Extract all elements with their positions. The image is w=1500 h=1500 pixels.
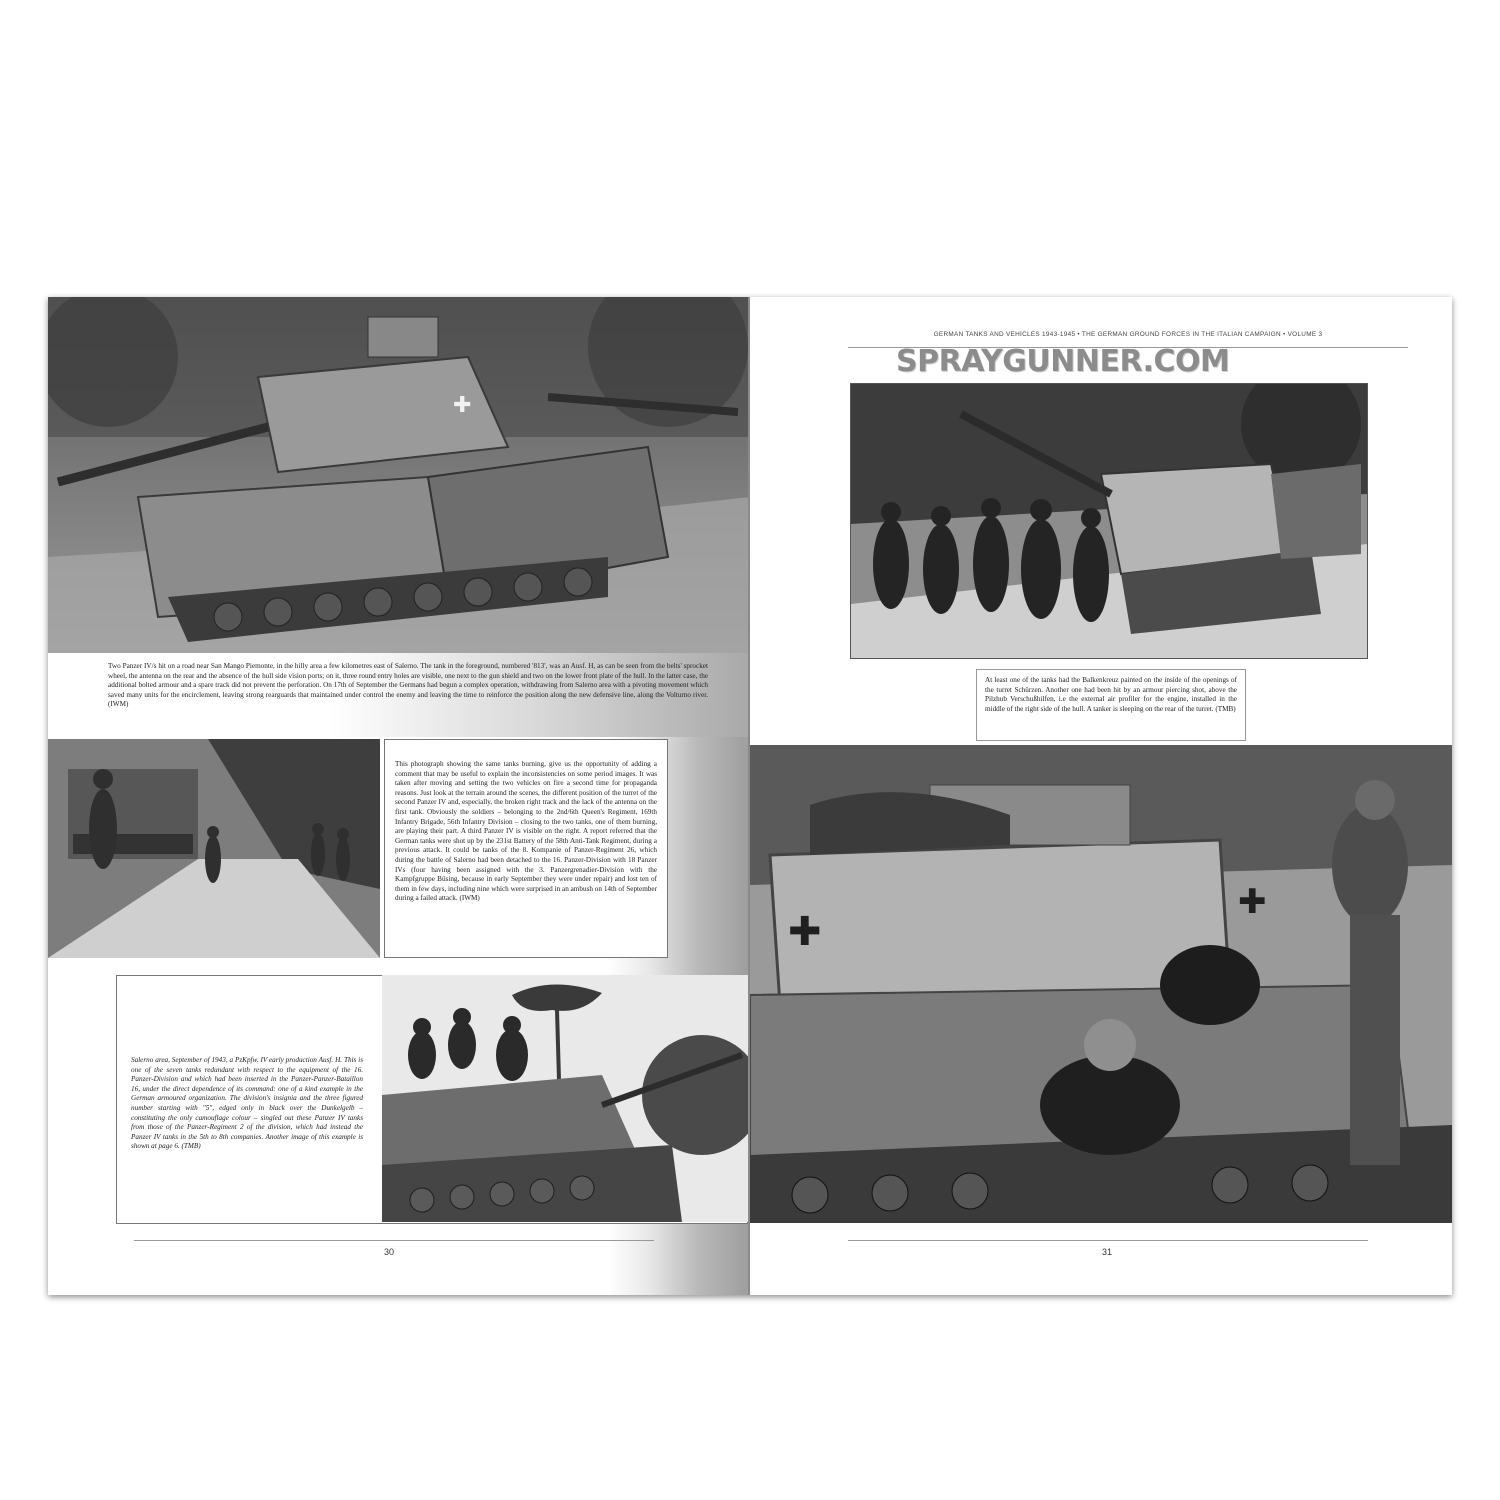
caption-box-middle bbox=[384, 739, 668, 958]
running-head: GERMAN TANKS AND VEHICLES 1943-1945 • THE GERMAN GROUND FORCES IN THE ITALIAN CAMPAIGN • VOLUME 3 bbox=[933, 331, 1323, 338]
photo-soldiers-road bbox=[48, 739, 380, 958]
page-number-left: 30 bbox=[384, 1247, 395, 1257]
caption-top-left: Two Panzer IV/s hit on a road near San Mango Piemonte, in the hilly area a few kilometres east of Salerno. The tank in the foreground, numbered '813', was an Ausf. H, as can be seen from the belts' sprocket wheel, the antenna on the rear and the absence of the hull side vision ports; on it, three round entry holes are visible, one next to the gun shield and two on the lower front plate of the hull. In the latter case, the additional bolted armour and a spare track did not prevent the perforation. On 17th of September the Germans had begun a complex operation, withdrawing from Salerno area with a pivoting movement which saved many units for the encirclement, leaving strong rearguards that maintained under control the enemy and leaving the time to reinforce the position along the new defensive line, along the Volturno river. (IWM) bbox=[108, 662, 708, 709]
photo-tank-with-dog bbox=[750, 745, 1452, 1223]
photo-knocked-out-panzer bbox=[48, 297, 750, 653]
folio-rule-right bbox=[848, 1240, 1368, 1241]
photo-crew-on-tank bbox=[382, 975, 750, 1222]
left-page bbox=[48, 297, 750, 1295]
page-number-right: 31 bbox=[1102, 1247, 1113, 1257]
caption-box-right bbox=[976, 669, 1246, 741]
folio-rule-left bbox=[134, 1240, 654, 1241]
right-page bbox=[750, 297, 1452, 1295]
watermark: SPRAYGUNNER.COM bbox=[896, 344, 1230, 379]
magazine-spread bbox=[48, 297, 1452, 1295]
svg-text:✚: ✚ bbox=[1238, 883, 1267, 921]
svg-text:✚: ✚ bbox=[453, 392, 472, 417]
caption-middle-left: This photograph showing the same tanks burning, give us the opportunity of adding a comment that may be useful to explain the inconsistencies on some period images. It was taken after moving and setting the two vehicles on fire a second time for propaganda reasons. Just look at the terrain around the scenes, the different position of the turret of the second Panzer IV and, especially, the broken right track and the lack of the antenna on the first tank. Obviously the soldiers – belonging to the 2nd/6th Queen's Regiment, 169th Infantry Brigade, 56th Infantry Division – closing to the two tanks, one of them burning, are playing their part. A third Panzer IV is visible on the right. A report referred that the German tanks were shot up by the 231st Battery of the 58th Anti-Tank Regiment, during a previous attack. It could be tanks of the 8. Kompanie of Panzer-Regiment 26, which during the battle of Salerno had been detached to the 16. Panzer-Division with 18 Panzer IVs (four having been assigned with the 3. Panzergrenadier-Division with the Kampfgruppe Büsing, because in early September they were under repair) and lost ten of them in few days, including nine which were surprised in an ambush on 14th of September during a failed attack. (IWM) bbox=[395, 760, 657, 903]
photo-crew-by-tank bbox=[850, 383, 1368, 659]
caption-top-right: At least one of the tanks had the Balkenkreuz painted on the inside of the openings of the turret Schürzen. Another one had been hit by an armour piercing shot, above the Pilzhub Verschußhilfen, i.e the external air profiler for the engine, installed in the middle of the right side of the hull. A tanker is sleeping on the rear of the turret. (TMB) bbox=[985, 676, 1237, 713]
svg-text:✚: ✚ bbox=[788, 910, 822, 954]
caption-bottom-left: Salerno area, September of 1943, a PzKpfw. IV early production Ausf. H. This is one of the seven tanks redundant with respect to the equipment of the 16. Panzer-Division and which had been inserted in the Panzer-Panzer-Bataillon 16, under the direct dependence of its command: one of a kind example in the German armoured organization. The division's insignia and the three figured number starting with "5", edged only in black over the Dunkelgelb – constituting the only camouflage colour – singled out these Panzer IV tanks from those of the Panzer-Regiment 2 of the division, which had instead the Panzer IV tanks in the 5th to 8th companies. Another image of this example is shown at page 6. (TMB) bbox=[131, 1056, 363, 1151]
